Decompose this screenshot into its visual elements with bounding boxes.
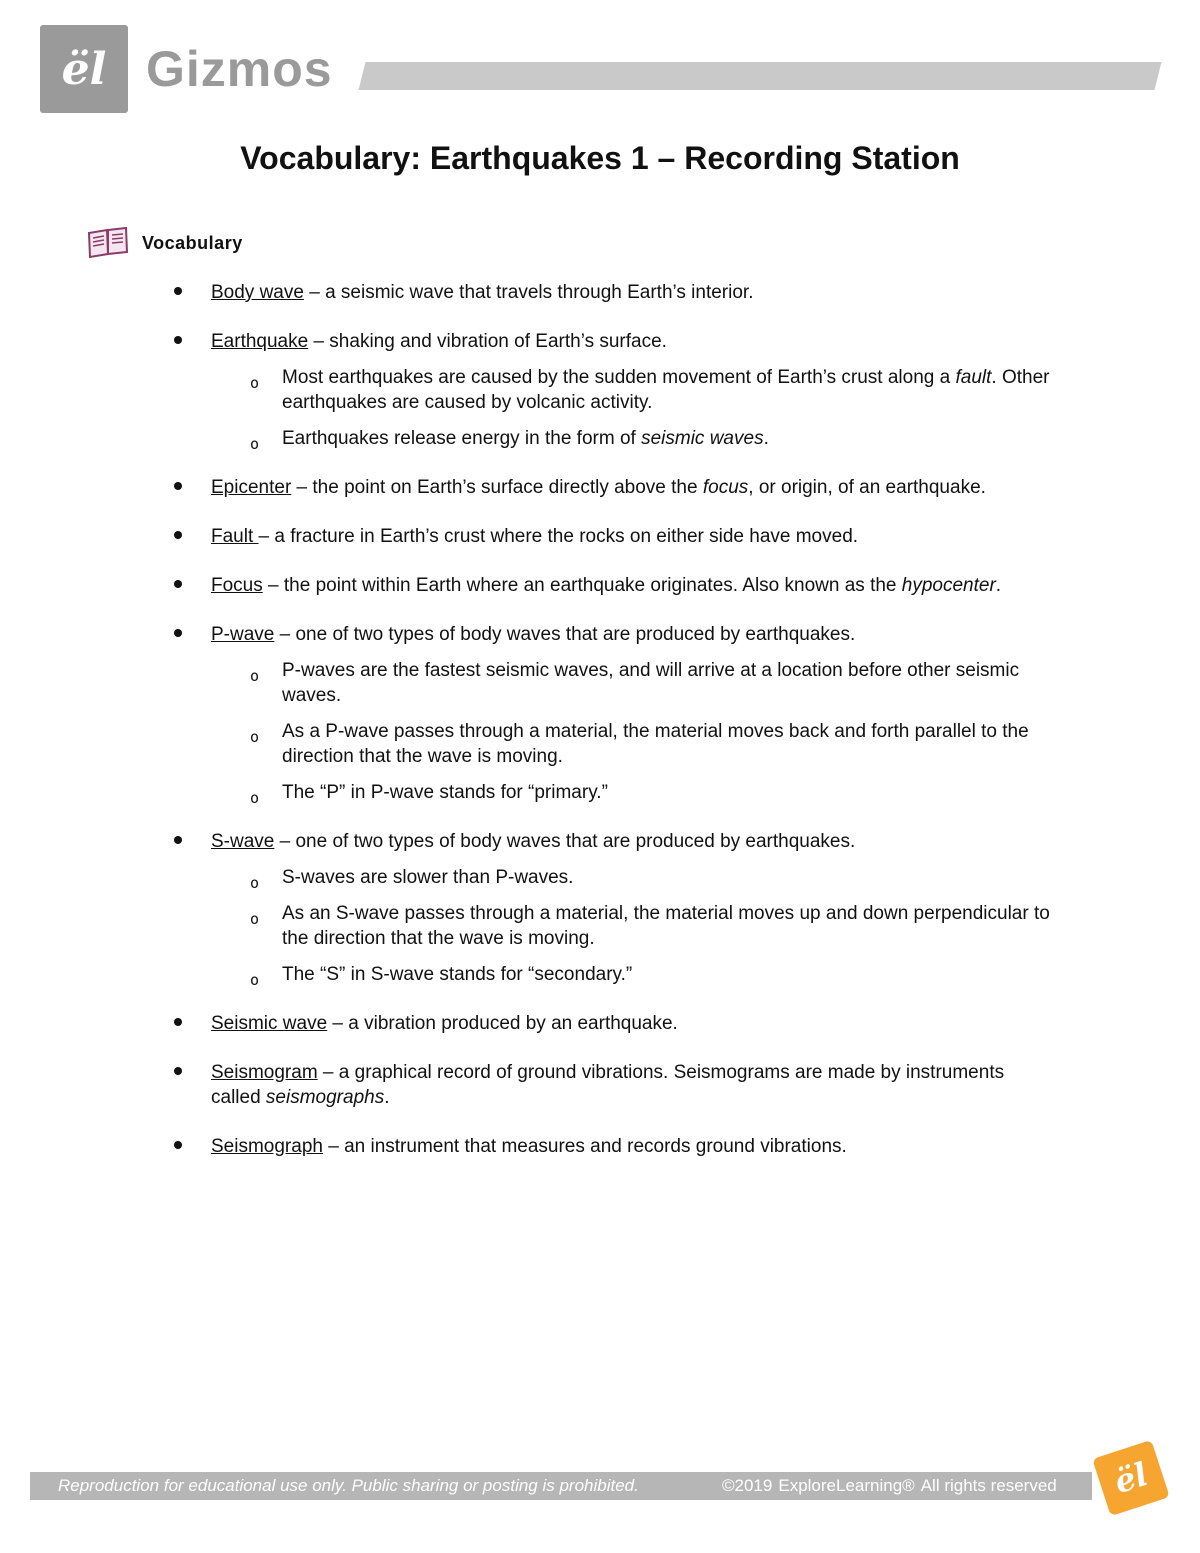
circle-bullet-icon: o [250,728,260,746]
explorelearning-logo [40,25,128,113]
circle-bullet-icon: o [250,435,260,453]
bullet-icon [174,287,182,295]
vocab-definition: – a seismic wave that travels through Earth’s interior. [303,282,754,303]
footer-copyright [722,1476,1057,1496]
bullet-icon [174,836,182,844]
sub-item [211,865,1050,890]
bullet-icon [174,629,182,637]
entry-text [211,524,1050,549]
company-name: ExploreLearning® [778,1476,915,1495]
vocab-term: Seismic wave [211,1013,328,1034]
circle-bullet-icon: o [250,374,260,392]
sub-item [211,780,1050,805]
vocab-definition: – a fracture in Earth’s crust where the rocks on either side have moved. [258,526,859,547]
vocab-term: Epicenter [211,477,292,498]
sub-item [211,719,1050,769]
sub-list [211,865,1050,987]
bullet-icon [174,580,182,588]
section-label: Vocabulary [142,232,243,253]
vocab-term: Earthquake [211,331,309,352]
vocab-term: Seismogram [211,1062,318,1083]
vocab-term: S-wave [211,831,275,852]
rights-text: All rights reserved [920,1476,1057,1495]
sub-text: As a P-wave passes through a material, the material moves back and forth parallel to the direction that the wave is moving. [282,721,1029,767]
vocab-definition: – shaking and vibration of Earth’s surface. [308,331,667,352]
entry-text [211,280,1050,305]
page-title: Vocabulary: Earthquakes 1 – Recording Station [240,140,960,176]
vocab-entry [0,475,1200,500]
sub-text: . [763,428,769,449]
sub-text: S-waves are slower than P-waves. [282,867,574,888]
vocab-entry [0,329,1200,451]
entry-text [211,329,1050,354]
bullet-icon [174,1141,182,1149]
vocab-definition: , or origin, of an earthquake. [748,477,986,498]
sub-item [211,901,1050,951]
sub-text: . Other earthquakes are caused by volcanic activity. [282,367,1050,413]
vocab-definition: . [384,1087,390,1108]
copyright-year: ©2019 [722,1476,773,1495]
sub-text-emphasis: seismic waves [641,428,764,449]
vocab-definition: – a graphical record of ground vibrations. Seismograms are made by instruments called [211,1062,1005,1108]
sub-text: As an S-wave passes through a material, the material moves up and down perpendicular to the direction that the wave is moving. [282,903,1050,949]
entry-text [211,622,1050,647]
vocab-definition: – a vibration produced by an earthquake. [327,1013,678,1034]
sub-item [211,365,1050,415]
vocab-definition: – the point within Earth where an earthquake originates. Also known as the [262,575,902,596]
vocab-entry [0,829,1200,987]
vocab-definition-emphasis: seismographs [265,1087,385,1108]
sub-text: The “S” in S-wave stands for “secondary.” [282,964,633,985]
sub-item [211,426,1050,451]
vocab-entry [0,1134,1200,1159]
vocab-term: Seismograph [211,1136,323,1157]
brand-name: Gizmos [146,41,333,97]
vocab-definition-emphasis: hypocenter [901,575,996,596]
entry-text [211,475,1050,500]
vocab-term: Fault [211,526,259,547]
circle-bullet-icon: o [250,874,260,892]
sub-text: The “P” in P-wave stands for “primary.” [282,782,608,803]
entry-text [211,829,1050,854]
book-icon [86,227,130,259]
sub-text: Most earthquakes are caused by the sudden movement of Earth’s crust along a [282,367,956,388]
vocab-entry [0,280,1200,305]
entry-text [211,1060,1050,1110]
vocab-entry [0,622,1200,805]
sub-text-emphasis: fault [955,367,992,388]
bullet-icon [174,482,182,490]
vocab-term: P-wave [211,624,275,645]
vocab-definition: – the point on Earth’s surface directly above the [291,477,703,498]
vocab-entry [0,1060,1200,1110]
circle-bullet-icon: o [250,971,260,989]
vocab-definition: – an instrument that measures and records ground vibrations. [322,1136,847,1157]
section-heading [86,227,243,259]
vocab-definition: – one of two types of body waves that are produced by earthquakes. [274,624,856,645]
circle-bullet-icon: o [250,667,260,685]
circle-bullet-icon: o [250,789,260,807]
sub-item [211,658,1050,708]
vocab-entry [0,524,1200,549]
bullet-icon [174,1067,182,1075]
bullet-icon [174,1018,182,1026]
vocab-entry [0,573,1200,598]
entry-text [211,573,1050,598]
sub-text: P-waves are the fastest seismic waves, and will arrive at a location before other seismic waves. [282,660,1020,706]
vocab-definition: – one of two types of body waves that are produced by earthquakes. [274,831,856,852]
vocab-entry [0,1011,1200,1036]
entry-text [211,1011,1050,1036]
entry-text [211,1134,1050,1159]
circle-bullet-icon: o [250,910,260,928]
sub-list [211,365,1050,451]
logo-text: ël [61,43,107,95]
footer-notice: Reproduction for educational use only. Public sharing or posting is prohibited. [58,1476,639,1495]
footer-logo-text: ël [1109,1454,1153,1502]
vocab-definition-emphasis: focus [702,477,749,498]
vocabulary-list [0,280,1200,1183]
vocab-term: Body wave [211,282,304,303]
bullet-icon [174,336,182,344]
footer-logo-badge [1092,1440,1170,1516]
bullet-icon [174,531,182,539]
vocab-definition: . [995,575,1002,596]
sub-text: Earthquakes release energy in the form of [282,428,642,449]
vocab-term: Focus [211,575,263,596]
header-bar [359,62,1162,90]
sub-list [211,658,1050,805]
sub-item [211,962,1050,987]
